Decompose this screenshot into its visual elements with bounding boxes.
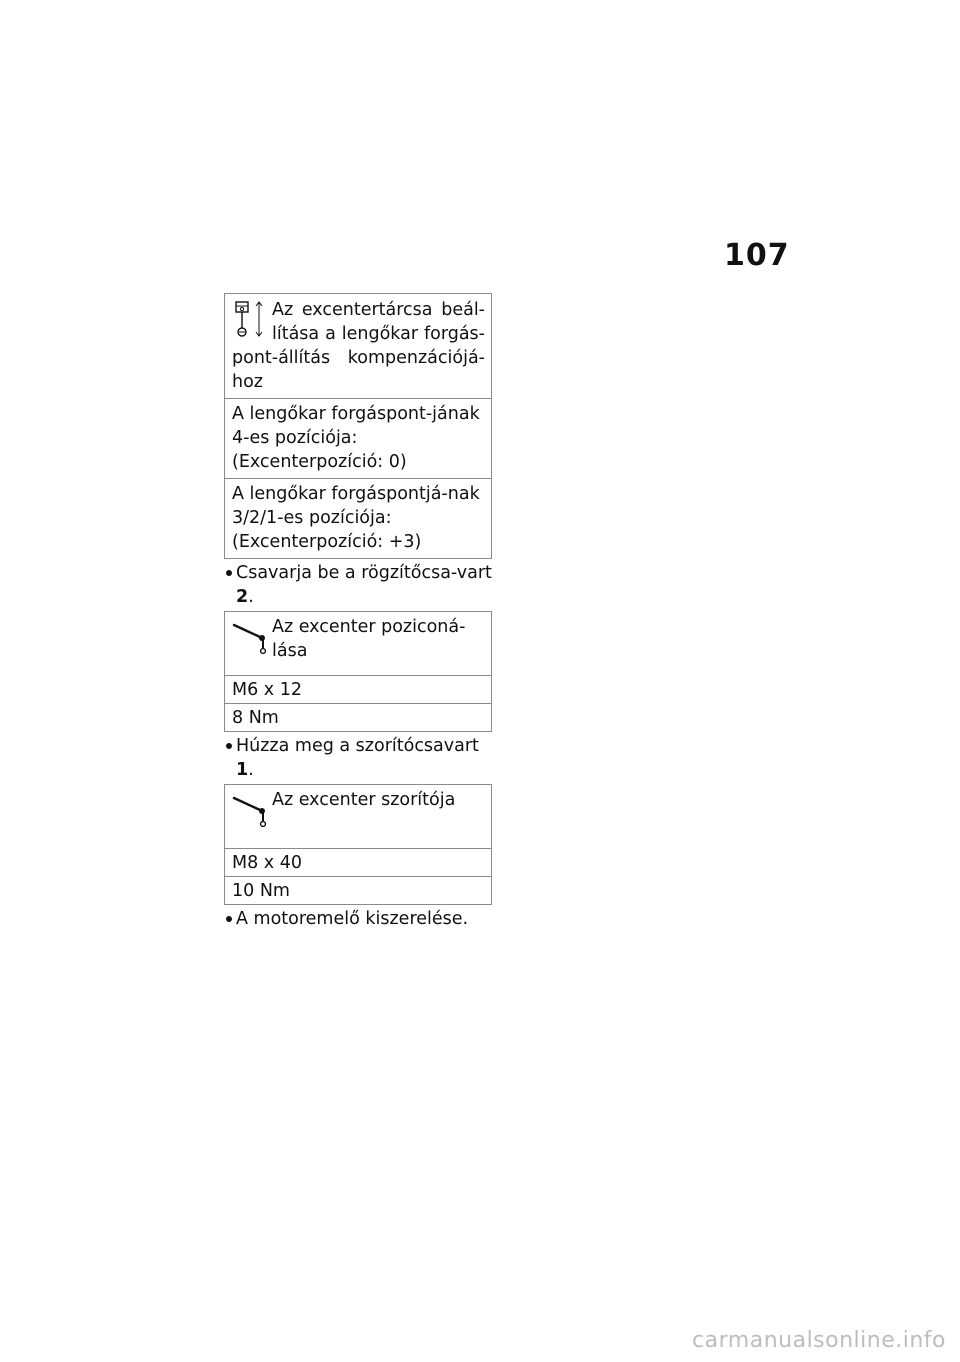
torque-wrench-icon <box>230 788 272 824</box>
watermark: carmanualsonline.info <box>692 1328 946 1353</box>
torque-table-header <box>225 612 491 675</box>
adjustment-table-row: A lengőkar forgáspontjá-nak 3/2/1-es pozíciója: (Excenterpozíció: +3) <box>225 478 491 558</box>
instruction-bullet: A motoremelő kiszerelése. <box>224 907 492 931</box>
adjustment-table-row: A lengőkar forgáspont-jának 4-es pozíciója: (Excenterpozíció: 0) <box>225 398 491 478</box>
torque-table-clamp <box>224 784 492 905</box>
content-column <box>224 293 492 933</box>
reference-number: 1 <box>236 760 249 780</box>
torque-table-title: Az excenter szorítója <box>272 790 456 810</box>
reference-number: 2 <box>236 587 249 607</box>
torque-table-positioning <box>224 611 492 732</box>
page-number: 107 <box>724 238 790 273</box>
torque-table-header <box>225 785 491 848</box>
torque-table-row: M8 x 40 <box>225 848 491 876</box>
instruction-bullet: Húzza meg a szorítócsavart 1. <box>224 734 492 782</box>
adjustment-table <box>224 293 492 559</box>
torque-table-row: 8 Nm <box>225 703 491 731</box>
instruction-bullet: Csavarja be a rögzítőcsa-vart 2. <box>224 561 492 609</box>
adjustment-table-title: Az excentertárcsa beál-lítása a lengőkar forgás-pont-állítás kompenzációjá-hoz <box>232 300 485 392</box>
torque-table-row: M6 x 12 <box>225 675 491 703</box>
torque-wrench-icon <box>230 615 272 651</box>
piston-gauge-icon <box>230 298 272 346</box>
adjustment-table-header <box>225 294 491 398</box>
torque-table-row: 10 Nm <box>225 876 491 904</box>
torque-table-title: Az excenter poziconá-lása <box>272 617 466 661</box>
